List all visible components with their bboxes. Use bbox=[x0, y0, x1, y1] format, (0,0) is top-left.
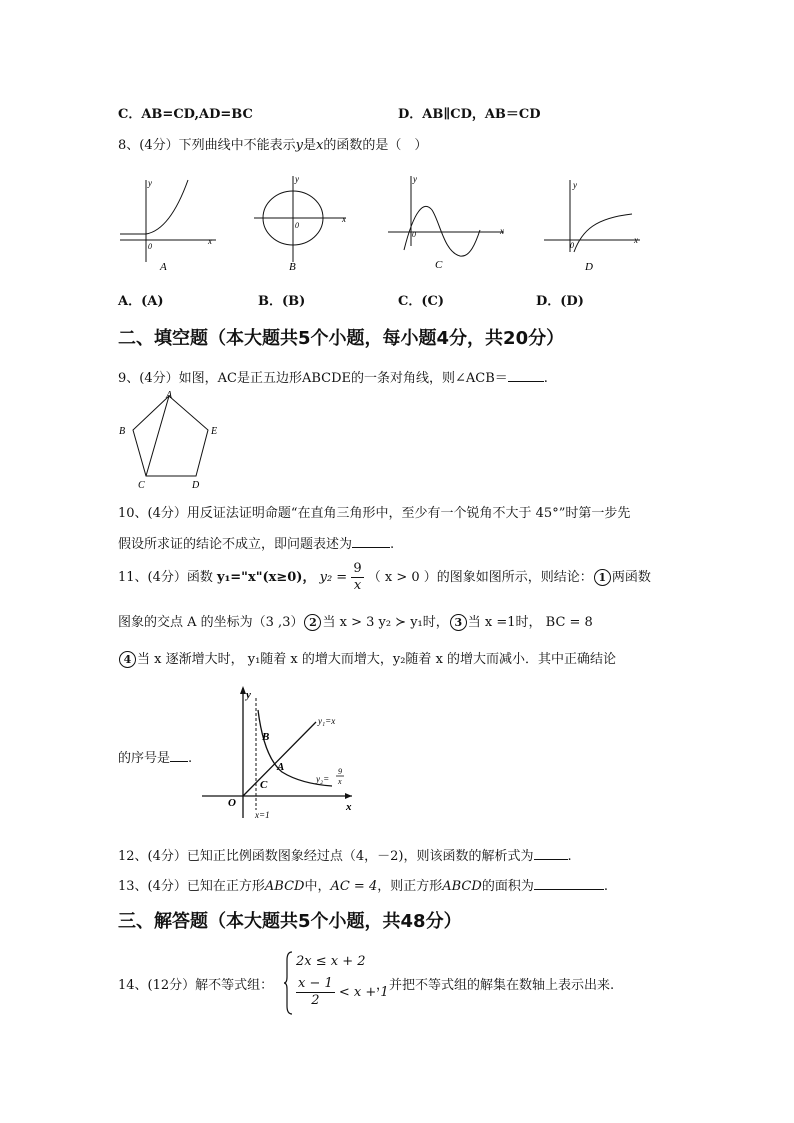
svg-text:x: x bbox=[208, 236, 212, 246]
q11-function-graph bbox=[198, 682, 358, 822]
q14-inequality-1: 2x ≤ x + 2 bbox=[296, 954, 366, 969]
svg-text:0: 0 bbox=[570, 241, 574, 250]
q8-graph-a bbox=[116, 170, 222, 278]
vertex-a-label: A bbox=[166, 390, 173, 401]
q8-graph-c bbox=[384, 170, 510, 278]
q10-line-1: 10、(4分）用反证法证明命题“在直角三角形中，至少有一个锐角不大于 45°”时第一步先 bbox=[118, 506, 631, 521]
svg-text:x: x bbox=[634, 235, 638, 245]
q11-x-axis-label: x bbox=[346, 801, 352, 813]
q8-option-c: C．(C) bbox=[398, 294, 444, 309]
q11-curve-num: 9 bbox=[338, 767, 342, 776]
conclusion-3-marker: 3 bbox=[450, 614, 467, 631]
q9-answer-blank bbox=[508, 368, 544, 382]
q8-option-d: D．(D) bbox=[536, 294, 584, 309]
conclusion-1-marker: 1 bbox=[594, 569, 611, 586]
q9-text: 9、(4分）如图，AC是正五边形ABCDE的一条对角线，则∠ACB＝ . bbox=[118, 367, 548, 386]
svg-text:0: 0 bbox=[148, 242, 152, 251]
q11-curve-den: x bbox=[338, 777, 342, 786]
svg-text:0: 0 bbox=[412, 230, 416, 239]
q14-system-brace bbox=[284, 950, 294, 1016]
q11-dashed-line-label: x=1 bbox=[255, 810, 270, 820]
conclusion-2-marker: 2 bbox=[304, 614, 321, 631]
q8-graph-b-label: B bbox=[289, 261, 296, 273]
q8-stem: 8、(4分）下列曲线中不能表示y是x的函数的是（ ） bbox=[118, 138, 428, 153]
q14-prefix: 14、(12分）解不等式组： bbox=[118, 978, 274, 993]
q11-line-3: 4 当 x 逐渐增大时， y₁随着 x 的增大而增大，y₂随着 x 的增大而减小．其中正确结论 bbox=[118, 648, 616, 668]
q14-suffix: ，并把不等式组的解集在数轴上表示出来. bbox=[376, 978, 615, 993]
q13-answer-blank bbox=[534, 876, 604, 890]
vertex-c-label: C bbox=[138, 480, 145, 491]
q8-graph-c-label: C bbox=[435, 259, 443, 271]
svg-text:y: y bbox=[295, 174, 299, 184]
q11-line-4: 的序号是 . bbox=[118, 747, 192, 766]
q11-line-1: 11、(4分）函数 y₁="x"(x≥0)， y₂ = $\frac{9}{x}$ （ x > 0 ）的图象如图所示，则结论： 1 两函数 bbox=[118, 561, 651, 593]
q13-text: 13、(4分）已知在正方形ABCD中，AC = 4，则正方形ABCD的面积为 . bbox=[118, 875, 608, 894]
vertex-b-label: B bbox=[119, 426, 126, 437]
conclusion-4-marker: 4 bbox=[119, 651, 136, 668]
section-2-heading: 二、填空题（本大题共5个小题，每小题4分，共20分） bbox=[118, 328, 565, 349]
q12-text: 12、(4分）已知正比例函数图象经过点（4，－2)，则该函数的解析式为 . bbox=[118, 845, 572, 864]
q11-answer-blank bbox=[170, 748, 188, 762]
vertex-e-label: E bbox=[211, 426, 218, 437]
q10-line-2: 假设所求证的结论不成立，即问题表述为 . bbox=[118, 533, 394, 552]
q11-line-2: 图象的交点 A 的坐标为（3 ,3） 2 当 x > 3 y₂ ≻ y₁时， 3 当 x =1时， BC = 8 bbox=[118, 615, 593, 630]
q11-fraction: $\frac{9}{x}$ bbox=[353, 561, 362, 593]
q8-graph-d-label: D bbox=[585, 261, 593, 273]
svg-text:y: y bbox=[413, 174, 417, 184]
q8-option-a: A．(A) bbox=[118, 294, 164, 309]
section-3-heading: 三、解答题（本大题共5个小题，共48分） bbox=[118, 911, 462, 932]
q9-pentagon-figure bbox=[116, 388, 226, 492]
q11-point-a-label: A bbox=[277, 761, 285, 773]
q7-option-c: C．AB=CD,AD=BC bbox=[118, 107, 253, 122]
q7-option-d: D．AB∥CD，AB＝CD bbox=[398, 107, 541, 122]
svg-text:x: x bbox=[342, 214, 346, 224]
q11-line-label: y₁=x bbox=[318, 716, 336, 726]
svg-text:0: 0 bbox=[295, 221, 299, 230]
svg-text:x: x bbox=[500, 226, 504, 236]
q10-answer-blank bbox=[352, 534, 390, 548]
vertex-d-label: D bbox=[192, 480, 200, 491]
svg-text:y: y bbox=[573, 180, 577, 190]
q11-point-c-label: C bbox=[260, 779, 268, 791]
svg-text:y: y bbox=[148, 178, 152, 188]
q8-option-b: B．(B) bbox=[258, 294, 306, 309]
q8-graph-d bbox=[540, 170, 646, 278]
q14-inequality-2: $\frac{x - 1}{2}$ < x + 1 bbox=[298, 976, 389, 1008]
q8-graph-b bbox=[250, 170, 356, 278]
q12-answer-blank bbox=[534, 846, 568, 860]
q11-curve-label: y₂= bbox=[316, 774, 330, 784]
q11-point-b-label: B bbox=[262, 731, 270, 743]
q11-y-axis-label: y bbox=[246, 689, 251, 701]
q11-origin-label: O bbox=[228, 797, 236, 809]
q8-graph-a-label: A bbox=[160, 261, 167, 273]
